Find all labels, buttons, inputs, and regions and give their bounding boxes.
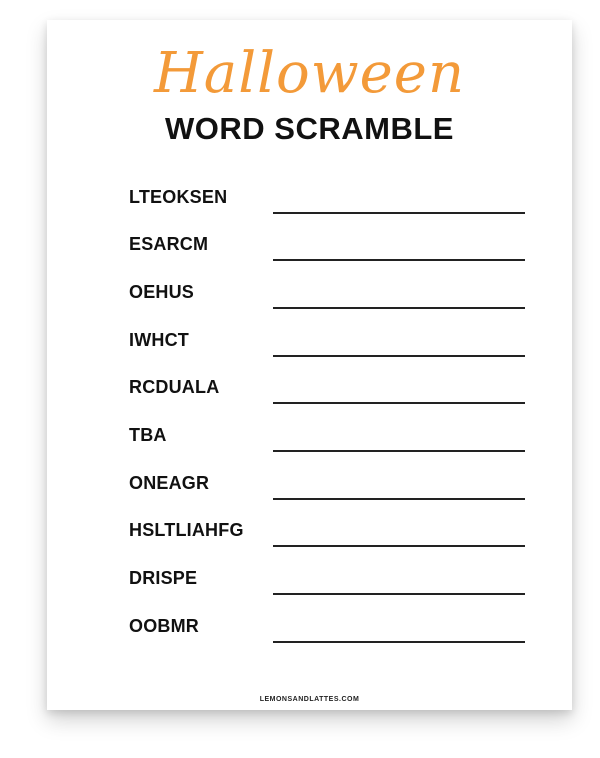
word-row	[47, 567, 572, 615]
scrambled-word: LTEOKSEN	[129, 187, 228, 207]
answer-line	[273, 307, 525, 309]
answer-line	[273, 641, 525, 643]
answer-line	[273, 355, 525, 357]
page-title: WORD SCRAMBLE	[165, 111, 454, 146]
word-row	[47, 376, 572, 424]
answer-line	[273, 593, 525, 595]
scrambled-word: IWHCT	[129, 330, 189, 350]
word-row	[47, 424, 572, 472]
scrambled-word: OEHUS	[129, 282, 195, 302]
word-row	[47, 329, 572, 377]
word-row	[47, 519, 572, 567]
word-row	[47, 472, 572, 520]
website-footer: LEMONSANDLATTES.COM	[259, 696, 360, 703]
answer-line	[273, 498, 525, 500]
answer-line	[273, 212, 525, 214]
script-title: Halloween	[153, 41, 466, 106]
scrambled-word: TBA	[129, 425, 167, 445]
answer-line	[273, 259, 525, 261]
scrambled-word: HSLTLIAHFG	[129, 520, 244, 540]
word-row	[47, 186, 572, 234]
scrambled-word: RCDUALA	[129, 377, 220, 397]
answer-line	[273, 450, 525, 452]
scrambled-word: ESARCM	[129, 234, 209, 254]
answer-line	[273, 545, 525, 547]
word-row	[47, 615, 572, 663]
answer-line	[273, 402, 525, 404]
worksheet-page	[47, 20, 572, 710]
scrambled-word: DRISPE	[129, 568, 198, 588]
scrambled-word: OOBMR	[129, 616, 199, 636]
word-row	[47, 281, 572, 329]
scrambled-word: ONEAGR	[129, 473, 210, 493]
word-row	[47, 233, 572, 281]
word-list	[47, 20, 572, 710]
